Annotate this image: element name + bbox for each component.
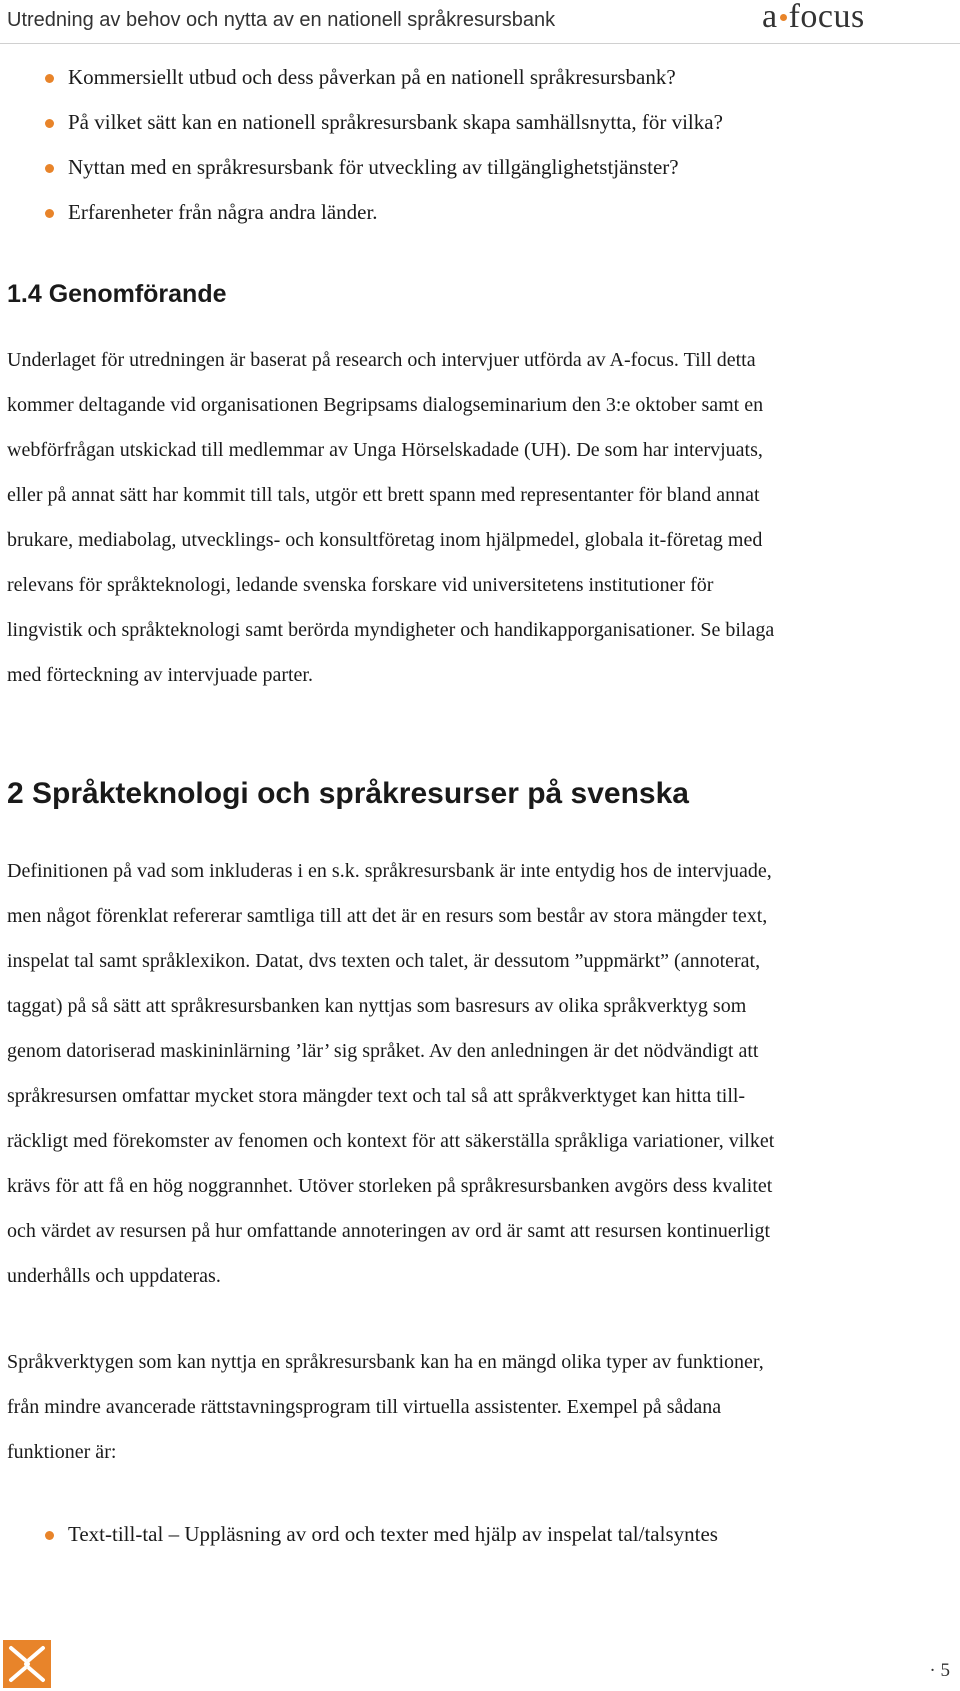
text-line: språkresursen omfattar mycket stora mängder text och tal så att språkverktyget kan hitta till-	[7, 1085, 746, 1107]
bullet-dot-icon	[45, 119, 54, 128]
page-number: · 5	[929, 1660, 950, 1681]
bullet-dot-icon	[45, 209, 54, 218]
list-item: Kommersiellt utbud och dess påverkan på en nationell språkresursbank?	[0, 62, 960, 107]
text-line: relevans för språkteknologi, ledande svenska forskare vid universitetens institutioner för	[7, 574, 714, 596]
text-line: taggat) på så sätt att språkresursbanken kan nyttjas som basresurs av olika språkverktyg som	[7, 995, 747, 1017]
chapter-heading-sprakteknologi: 2 Språkteknologi och språkresurser på svenska	[7, 777, 689, 810]
list-item: Erfarenheter från några andra länder.	[0, 197, 960, 242]
text-line: brukare, mediabolag, utvecklings- och konsultföretag inom hjälpmedel, globala it-företag med	[7, 529, 763, 551]
text-line: Språkverktygen som kan nyttja en språkresursbank kan ha en mängd olika typer av funktioner,	[7, 1351, 764, 1373]
text-line: genom datoriserad maskininlärning ’lär’ sig språket. Av den anledningen är det nödvändigt att	[7, 1040, 759, 1062]
text-line: webförfrågan utskickad till medlemmar av Unga Hörselskadade (UH). De som har intervjuats,	[7, 439, 763, 461]
list-item: Text-till-tal – Uppläsning av ord och texter med hjälp av inspelat tal/talsyntes	[0, 1519, 960, 1564]
text-line: krävs för att få en hög noggrannhet. Utöver storleken på språkresursbanken avgörs dess kvalitet	[7, 1175, 773, 1197]
bullet-dot-icon	[45, 164, 54, 173]
logo-letter-a: a	[762, 0, 778, 35]
list-item: Nyttan med en språkresursbank för utveckling av tillgänglighetstjänster?	[0, 152, 960, 197]
page-header	[0, 0, 960, 44]
bullet-dot-icon	[45, 1531, 54, 1540]
text-line: kommer deltagande vid organisationen Begripsams dialogseminarium den 3:e oktober samt en	[7, 394, 764, 416]
definition-paragraph	[7, 849, 947, 1299]
text-line: med förteckning av intervjuade parter.	[7, 664, 313, 686]
text-line: räckligt med förekomster av fenomen och kontext för att säkerställa språkliga variationer, vilket	[7, 1130, 775, 1152]
text-line: och värdet av resursen på hur omfattande annoteringen av ord är samt att resursen kontinuerligt	[7, 1220, 771, 1242]
document-title: Utredning av behov och nytta av en nationell språkresursbank	[7, 9, 556, 31]
a-focus-logo	[762, 0, 865, 36]
bullet-dot-icon	[45, 74, 54, 83]
text-line: Definitionen på vad som inkluderas i en s.k. språkresursbank är inte entydig hos de intervjuade,	[7, 860, 772, 882]
section-heading-genomforande: 1.4 Genomförande	[7, 280, 227, 308]
text-line: men något förenklat refererar samtliga till att det är en resurs som består av stora mängder text,	[7, 905, 768, 927]
logo-word-focus: focus	[788, 0, 865, 35]
footer-logo-icon	[3, 1640, 51, 1688]
text-line: Underlaget för utredningen är baserat på research och intervjuer utförda av A-focus. Till detta	[7, 349, 756, 371]
function-bullet-list	[0, 1519, 960, 1564]
genomforande-paragraph	[7, 338, 947, 698]
tools-paragraph	[7, 1340, 947, 1475]
logo-dot-icon	[780, 14, 787, 21]
list-item: På vilket sätt kan en nationell språkresursbank skapa samhällsnytta, för vilka?	[0, 107, 960, 152]
text-line: inspelat tal samt språklexikon. Datat, dvs texten och talet, är dessutom ”uppmärkt” (annoterat,	[7, 950, 761, 972]
text-line: underhålls och uppdateras.	[7, 1265, 221, 1287]
text-line: från mindre avancerade rättstavningsprogram till virtuella assistenter. Exempel på sådana	[7, 1396, 722, 1418]
text-line: eller på annat sätt har kommit till tals, utgör ett brett spann med representanter för bland annat	[7, 484, 760, 506]
question-bullet-list	[0, 62, 960, 242]
text-line: funktioner är:	[7, 1441, 117, 1463]
text-line: lingvistik och språkteknologi samt berörda myndigheter och handikapporganisationer. Se bilaga	[7, 619, 775, 641]
